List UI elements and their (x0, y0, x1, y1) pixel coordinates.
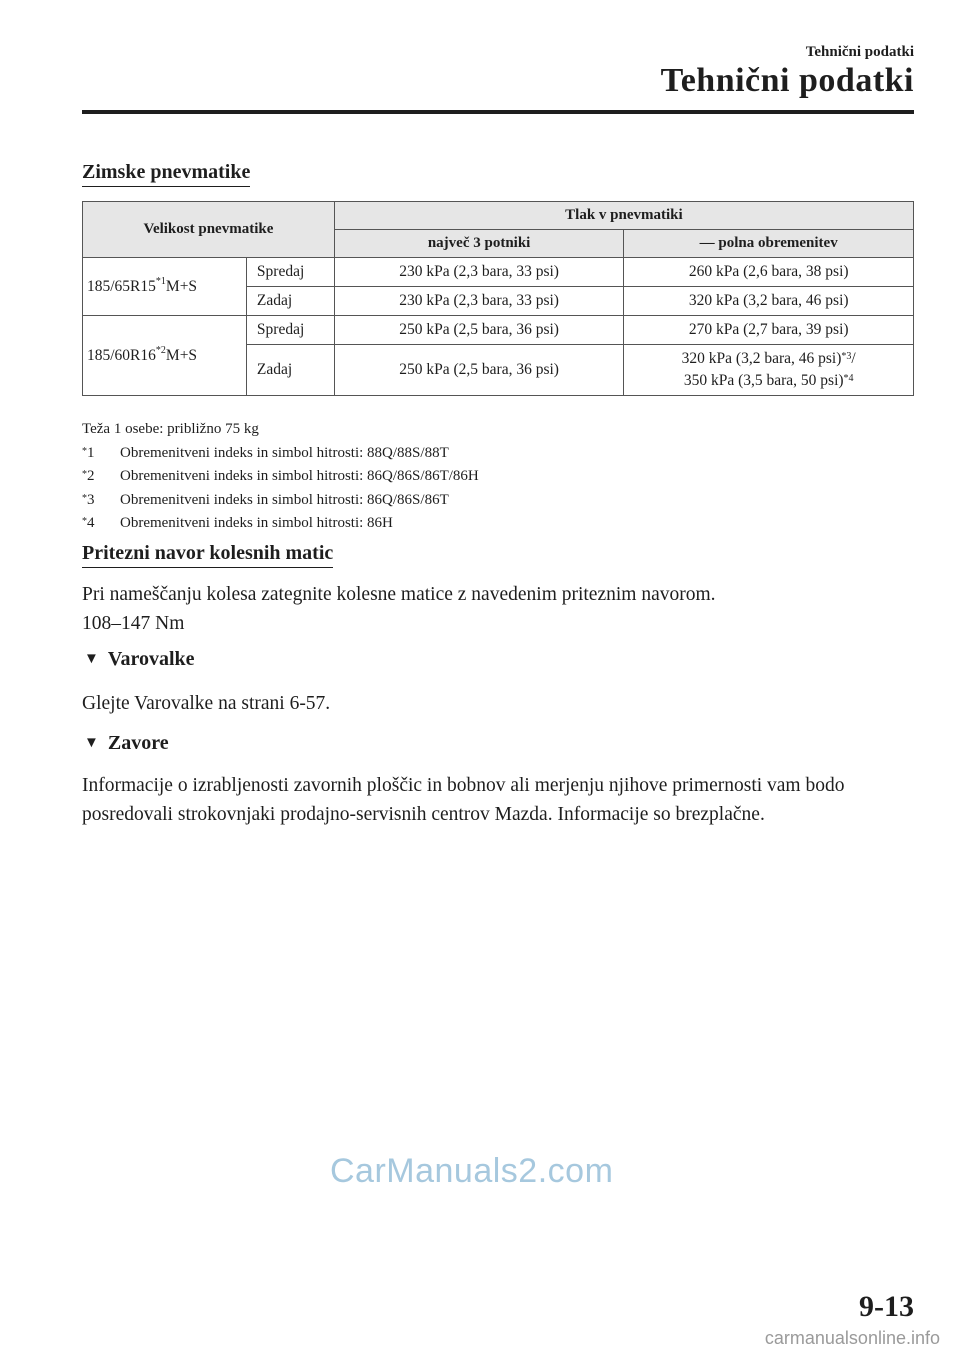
tire-size-cell: $185/65R15^{*1}M+S$ (83, 258, 247, 316)
table-row (83, 258, 914, 287)
torque-title: Pritezni navor kolesnih matic (82, 541, 333, 568)
position-rear: Zadaj (246, 287, 334, 316)
triangle-down-icon: ▼ (84, 651, 99, 667)
header-max-3-passengers: največ 3 potniki (334, 230, 624, 258)
header-section-small: Tehnični podatki (805, 44, 914, 60)
pressure-cell: 230 kPa (2,3 bara, 33 psi) (334, 287, 624, 316)
footer-watermark: carmanualsonline.info (764, 1328, 940, 1348)
header-rule (82, 110, 914, 114)
header-tire-pressure: Tlak v pnevmatiki (334, 202, 913, 230)
fuses-heading: ▼ Varovalke (84, 648, 195, 670)
footnote: *3 Obremenitveni indeks in simbol hitrosti: 86Q/86S/86T (82, 491, 449, 508)
watermark: CarManuals2.com (330, 1152, 614, 1190)
position-front: Spredaj (246, 258, 334, 287)
footnote: *4 Obremenitveni indeks in simbol hitrosti: 86H (82, 515, 393, 531)
pressure-cell: 230 kPa (2,3 bara, 33 psi) (334, 258, 624, 287)
torque-value: 108–147 Nm (82, 613, 185, 634)
footnote: *1 Obremenitveni indeks in simbol hitrosti: 88Q/88S/88T (82, 444, 449, 461)
position-rear: Zadaj (246, 345, 334, 396)
winter-tires-title: Zimske pnevmatike (82, 160, 250, 187)
pressure-cell: 320 kPa (3,2 bara, 46 psi) (624, 287, 914, 316)
position-front: Spredaj (246, 316, 334, 345)
brakes-heading: ▼ Zavore (84, 732, 169, 754)
pressure-cell: 260 kPa (2,6 bara, 38 psi) (624, 258, 914, 287)
tire-pressure-table (82, 201, 914, 396)
page-number: 9-13 (859, 1290, 914, 1323)
tire-size-cell: $185/60R16^{*2}M+S$ (83, 316, 247, 396)
fuses-text: Glejte Varovalke na strani 6-57. (82, 693, 331, 714)
torque-text: Pri nameščanju kolesa zategnite kolesne matice z navedenim priteznim navorom. 108–147 Nm (82, 580, 922, 638)
table-notes (82, 418, 479, 536)
pressure-cell: 270 kPa (2,7 bara, 39 psi) (624, 316, 914, 345)
brakes-text: Informacije o izrabljenosti zavornih ploščic in bobnov ali merjenju njihove primernosti vam bodo posredovali strokovnjaki prodajno-servisnih centrov Mazda. Informacije so brezplačne. (82, 775, 845, 825)
table-row (83, 316, 914, 345)
pressure-cell: 250 kPa (2,5 bara, 36 psi) (334, 345, 624, 396)
header-tire-size: Velikost pnevmatike (83, 202, 335, 258)
footnote: *2 Obremenitveni indeks in simbol hitrosti: 86Q/86S/86T/86H (82, 468, 479, 484)
header-section-large: Tehnični podatki (660, 62, 914, 99)
triangle-down-icon: ▼ (84, 735, 99, 751)
weight-note: Teža 1 osebe: približno 75 kg (82, 421, 259, 437)
pressure-cell: 250 kPa (2,5 bara, 36 psi) (334, 316, 624, 345)
pressure-cell-two-line: 320 kPa (3,2 bara, 46 psi)$^{*3}$/ 350 kPa (3,5 bara, 50 psi)$^{*4}$ (624, 345, 914, 396)
header-full-load: — polna obremenitev (624, 230, 914, 258)
